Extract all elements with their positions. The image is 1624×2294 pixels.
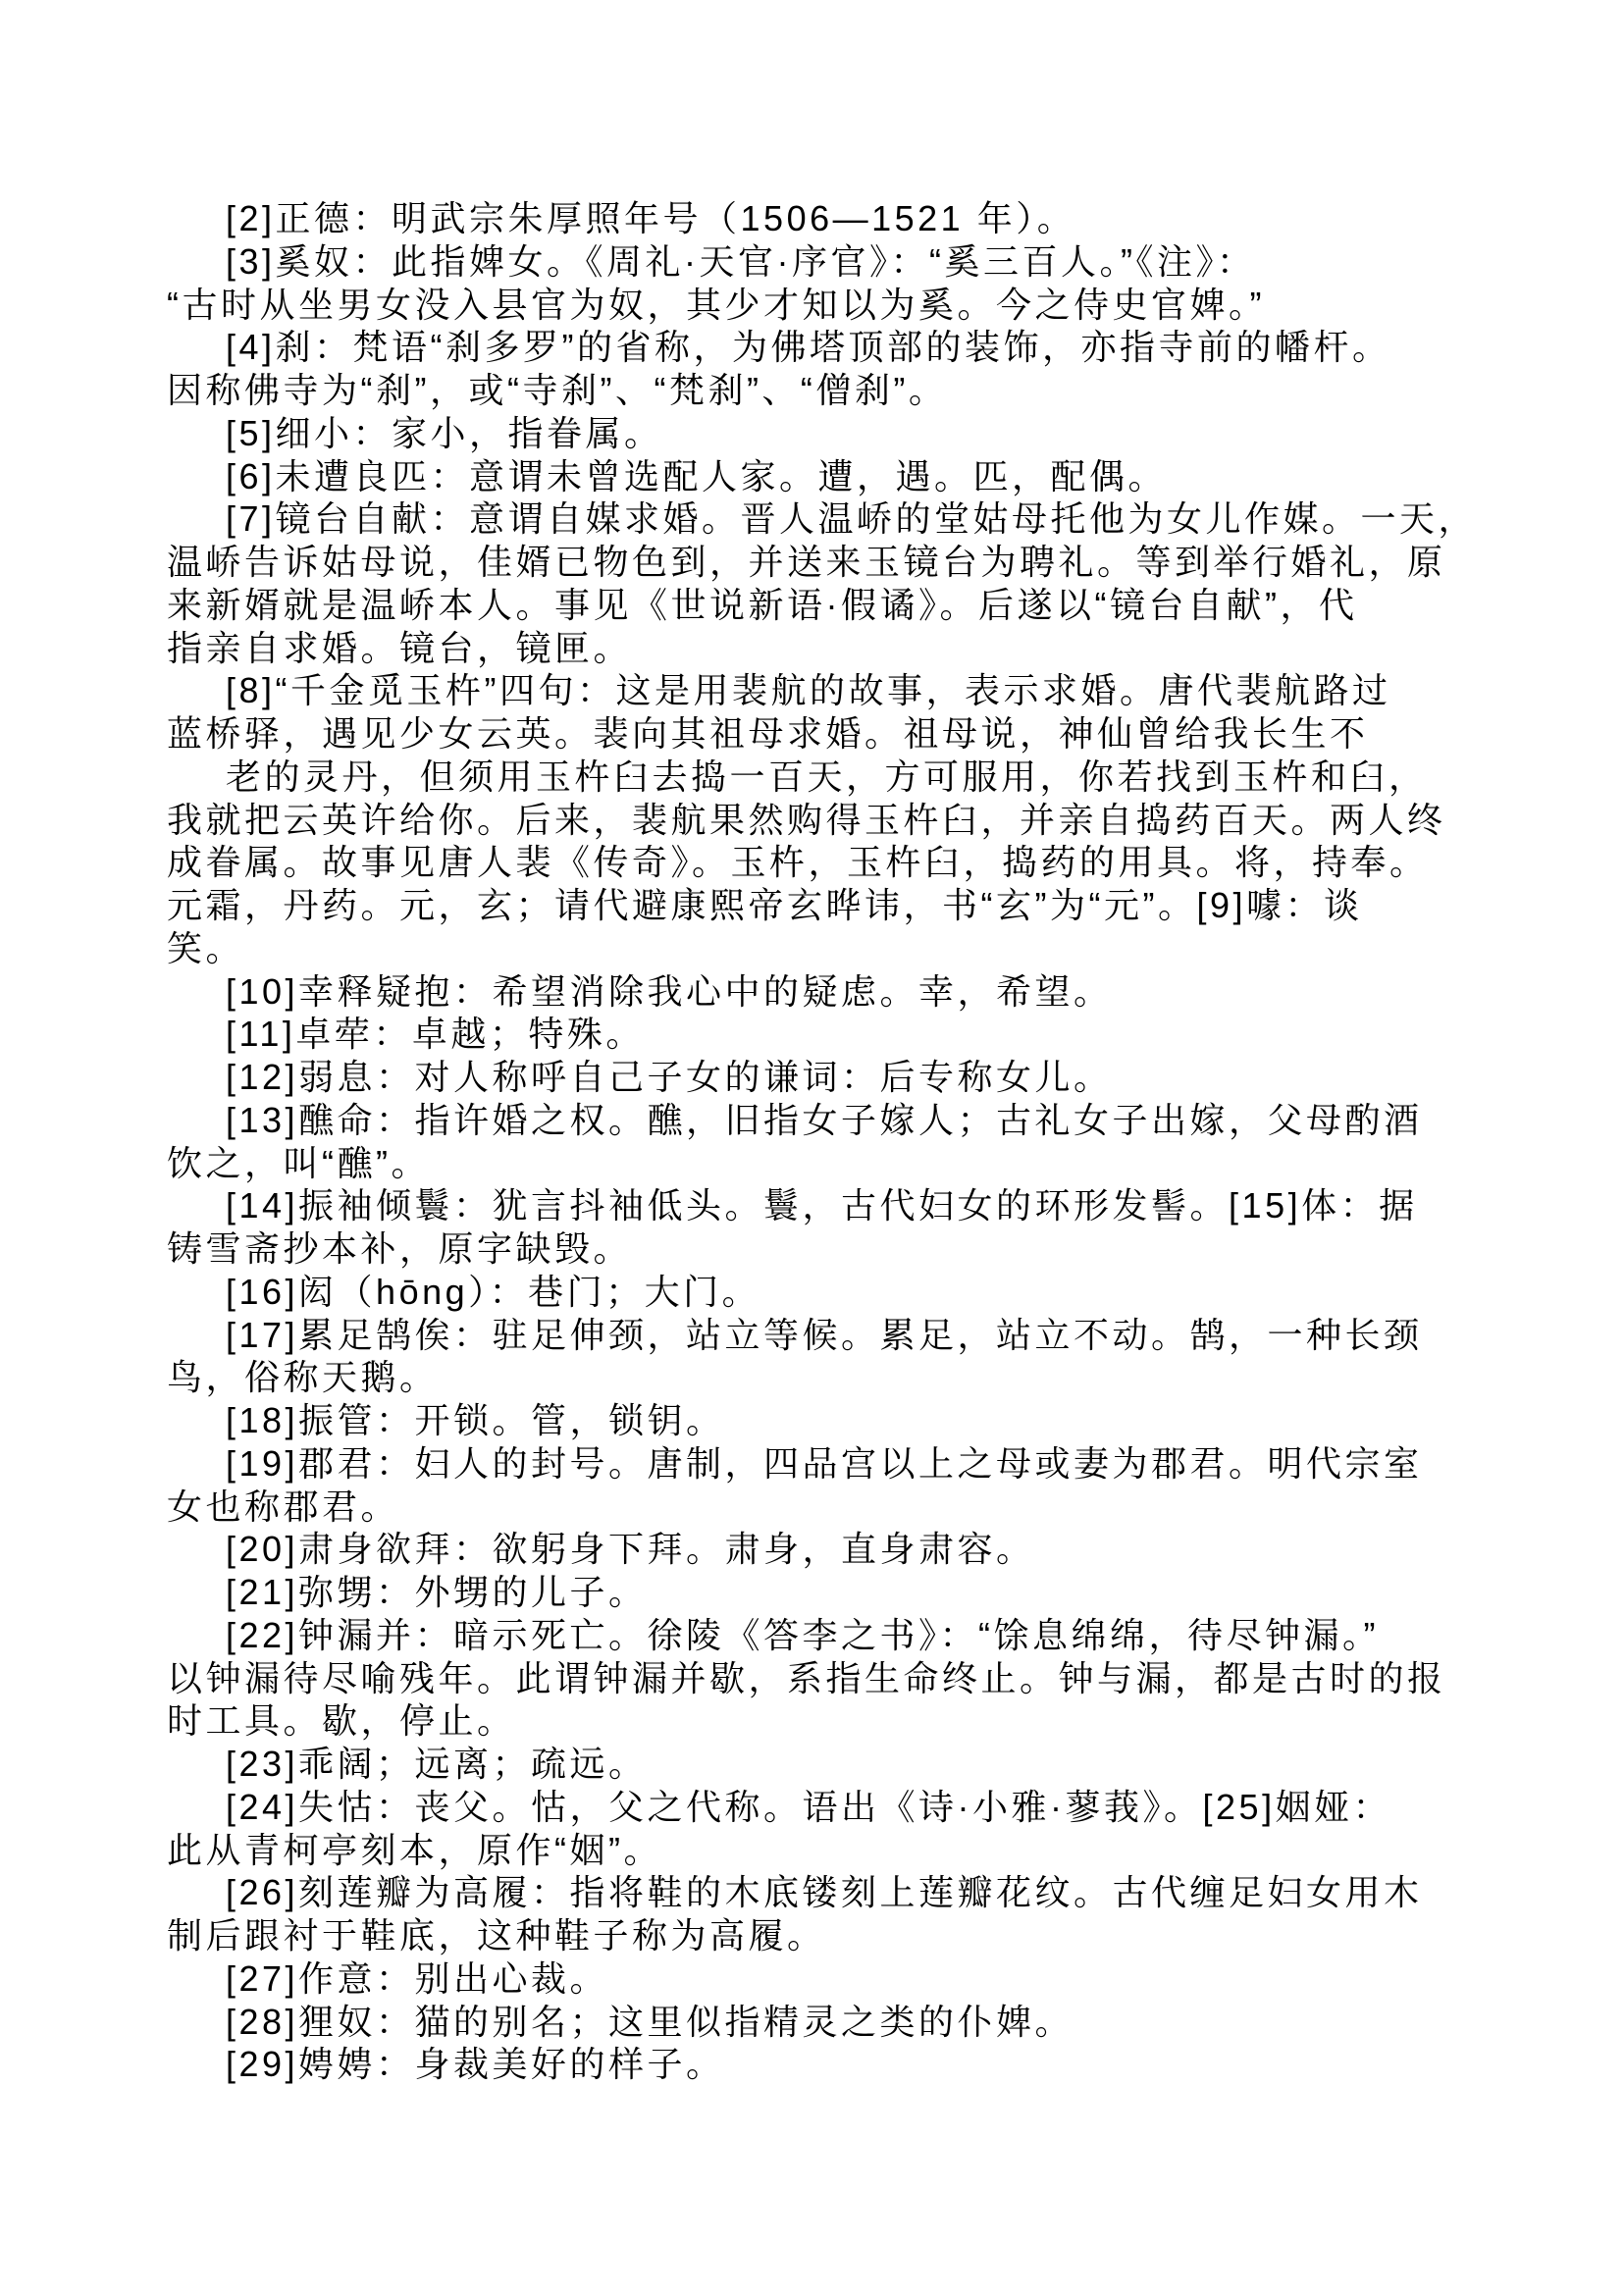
text-line: [14]振袖倾鬟：犹言抖袖低头。鬟，古代妇女的环形发髻。[15]体：据 bbox=[226, 1185, 1418, 1226]
text-line: 成眷属。故事见唐人裴《传奇》。玉杵，玉杵臼，捣药的用具。将，持奉。 bbox=[167, 842, 1429, 883]
text-line: [2]正德：明武宗朱厚照年号（1506—1521 年）。 bbox=[226, 198, 1076, 238]
text-line: 温峤告诉姑母说，佳婿已物色到，并送来玉镜台为聘礼。等到举行婚礼，原 bbox=[167, 542, 1446, 582]
text-line: 蓝桥驿，遇见少女云英。裴向其祖母求婚。祖母说，神仙曾给我长生不 bbox=[167, 713, 1369, 754]
text-line: 来新婿就是温峤本人。事见《世说新语·假谲》。后遂以“镜台自献”，代 bbox=[167, 584, 1358, 625]
text-line: 时工具。歇，停止。 bbox=[167, 1700, 516, 1742]
text-line: 元霜，丹药。元，玄；请代避康熙帝玄晔讳，书“玄”为“元”。[9]噱：谈 bbox=[167, 885, 1363, 925]
text-line: 笑。 bbox=[167, 927, 245, 968]
text-line: “古时从坐男女没入县官为奴，其少才知以为奚。今之侍史官婢。” bbox=[167, 284, 1265, 325]
text-line: [24]失怙：丧父。怙，父之代称。语出《诗·小雅·蓼莪》。[25]姻娅： bbox=[226, 1786, 1392, 1827]
text-line: [12]弱息：对人称呼自己子女的谦词：后专称女儿。 bbox=[226, 1057, 1113, 1097]
text-line: 指亲自求婚。镜台，镜匣。 bbox=[167, 627, 633, 668]
text-line: 老的灵丹，但须用玉杵臼去捣一百天，方可服用，你若找到玉杵和臼， bbox=[226, 756, 1428, 797]
text-line: [7]镜台自献：意谓自媒求婚。晋人温峤的堂姑母托他为女儿作媒。一天， bbox=[226, 498, 1478, 540]
text-line: [26]刻莲瓣为高履：指将鞋的木底镂刻上莲瓣花纹。古代缠足妇女用木 bbox=[226, 1872, 1423, 1913]
text-line: [19]郡君：妇人的封号。唐制，四品宫以上之母或妻为郡君。明代宗室 bbox=[226, 1442, 1423, 1484]
text-line: 饮之，叫“醮”。 bbox=[167, 1142, 430, 1183]
text-line: 因称佛寺为“刹”，或“寺刹”、“梵刹”、“僧刹”。 bbox=[167, 370, 948, 410]
text-line: 制后跟衬于鞋底，这种鞋子称为高履。 bbox=[167, 1915, 826, 1955]
text-line: [3]奚奴：此指婢女。《周礼·天官·序官》：“奚三百人。”《注》： bbox=[226, 240, 1256, 282]
text-line: 女也称郡君。 bbox=[167, 1486, 400, 1527]
text-line: [27]作意：别出心裁。 bbox=[226, 1957, 609, 1999]
text-line: [4]刹：梵语“刹多罗”的省称，为佛塔顶部的装饰，亦指寺前的幡杆。 bbox=[226, 327, 1391, 368]
text-line: 以钟漏待尽喻残年。此谓钟漏并歇，系指生命终止。钟与漏，都是古时的报 bbox=[167, 1657, 1446, 1698]
text-line: [11]卓荦：卓越；特殊。 bbox=[226, 1014, 645, 1055]
text-line: 鸟，俗称天鹅。 bbox=[167, 1357, 439, 1398]
text-line: [10]幸释疑抱：希望消除我心中的疑虑。幸，希望。 bbox=[226, 970, 1113, 1012]
text-line: [8]“千金觅玉杵”四句：这是用裴航的故事，表示求婚。唐代裴航路过 bbox=[226, 670, 1391, 711]
text-line: [13]醮命：指许婚之权。醮，旧指女子嫁人；古礼女子出嫁，父母酌酒 bbox=[226, 1099, 1423, 1140]
text-line: [17]累足鹄俟：驻足伸颈，站立等候。累足，站立不动。鹄，一种长颈 bbox=[226, 1314, 1423, 1355]
text-line: 我就把云英许给你。后来，裴航果然购得玉杵臼，并亲自捣药百天。两人终 bbox=[167, 799, 1446, 840]
text-line: [18]振管：开锁。管，锁钥。 bbox=[226, 1400, 725, 1440]
text-line: 此从青柯亭刻本，原作“姻”。 bbox=[167, 1829, 662, 1870]
text-line: [29]娉娉：身裁美好的样子。 bbox=[226, 2044, 725, 2085]
text-line: [16]闳（hōng）：巷门；大门。 bbox=[226, 1271, 761, 1312]
text-line: 铸雪斋抄本补，原字缺毁。 bbox=[167, 1228, 633, 1269]
annotations-text-block bbox=[167, 197, 1478, 2086]
text-line: [21]弥甥：外甥的儿子。 bbox=[226, 1572, 648, 1612]
text-line: [6]未遭良匹：意谓未曾选配人家。遭，遇。匹，配偶。 bbox=[226, 455, 1168, 496]
text-line: [22]钟漏并：暗示死亡。徐陵《答李之书》：“馀息绵绵，待尽钟漏。” bbox=[226, 1614, 1380, 1655]
text-line: [28]狸奴：猫的别名；这里似指精灵之类的仆婢。 bbox=[226, 2001, 1074, 2042]
text-line: [23]乖阔；远离；疏远。 bbox=[226, 1744, 648, 1784]
text-line: [20]肃身欲拜：欲躬身下拜。肃身，直身肃容。 bbox=[226, 1529, 1035, 1570]
text-line: [5]细小：家小，指眷属。 bbox=[226, 412, 663, 453]
